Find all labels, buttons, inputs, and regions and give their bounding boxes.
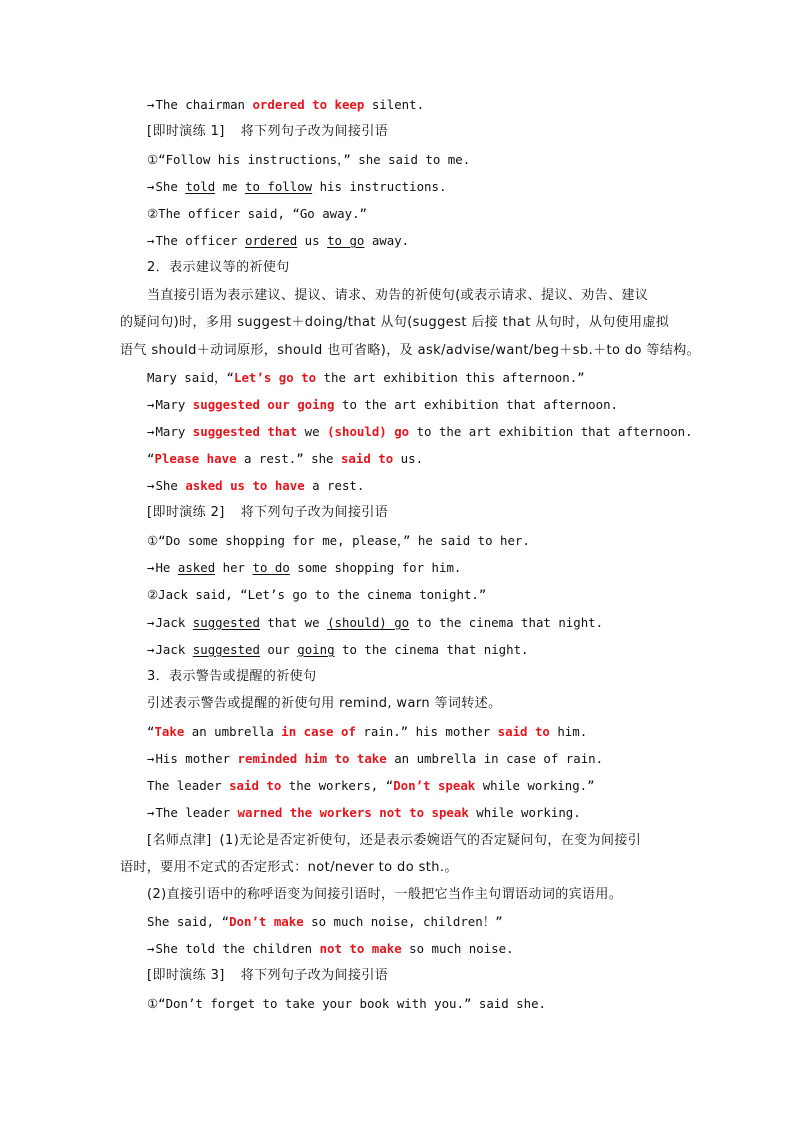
drill-2-q2: ②Jack said, “Let’s go to the cinema tonight.” [147, 587, 487, 602]
example-mary-2: →Mary suggested that we (should) go to the art exhibition that afternoon. [147, 424, 693, 439]
arrow-icon: → [147, 941, 155, 956]
arrow-icon: → [147, 615, 155, 630]
blank: suggested [192, 615, 260, 630]
section-3-para: 引述表示警告或提醒的祈使句用 remind, warn 等词转述。 [147, 696, 502, 711]
example-mary: Mary said，“Let’s go to the art exhibition this afternoon.” [147, 370, 585, 385]
example-umbrella: “Take an umbrella in case of rain.” his mother said to him. [147, 724, 588, 739]
arrow-icon: → [147, 397, 155, 412]
section-2-para-1: 当直接引语为表示建议、提议、请求、劝告的祈使句(或表示请求、提议、劝告、建议 [147, 288, 649, 303]
drill-1-q1: ①“Follow his instructions，” she said to me. [147, 152, 471, 167]
drill-1-q2: ②The officer said, “Go away.” [147, 206, 367, 221]
example-rest: “Please have a rest.” she said to us. [147, 451, 424, 466]
section-3-heading: 3．表示警告或提醒的祈使句 [147, 669, 317, 684]
arrow-icon: → [147, 560, 155, 575]
drill-2-heading: [即时演练 2] 将下列句子改为间接引语 [147, 505, 389, 520]
example-mary-1: →Mary suggested our going to the art exhibition that afternoon. [147, 397, 619, 412]
blank: told [185, 179, 216, 194]
tip-line-1: [名师点津] (1)无论是否定祈使句，还是表示委婉语气的否定疑问句，在变为间接引 [147, 833, 642, 848]
arrow-icon: → [147, 179, 155, 194]
blank: to go [327, 233, 365, 248]
example-umbrella-answer: →His mother reminded him to take an umbrella in case of rain. [147, 751, 604, 766]
section-2-heading: 2．表示建议等的祈使句 [147, 260, 290, 275]
drill-3-q1: ①“Don’t forget to take your book with you.” said she. [147, 996, 547, 1011]
blank: (should) go [327, 615, 410, 630]
blank: to follow [245, 179, 313, 194]
tip-line-2: 语时，要用不定式的否定形式：not/never to do sth.。 [120, 860, 458, 875]
example-leader: The leader said to the workers, “Don’t speak while working.” [147, 778, 595, 793]
example-rest-answer: →She asked us to have a rest. [147, 478, 365, 493]
example-noise-answer: →She told the children not to make so much noise. [147, 941, 514, 956]
drill-2-a1: →He asked her to do some shopping for him. [147, 560, 462, 575]
drill-1-heading: [即时演练 1] 将下列句子改为间接引语 [147, 124, 389, 139]
blank: going [297, 642, 335, 657]
drill-1-a2: →The officer ordered us to go away. [147, 233, 410, 248]
example-noise: She said, “Don’t make so much noise, children！” [147, 914, 503, 929]
arrow-icon: → [147, 642, 155, 657]
section-2-para-2: 的疑问句)时，多用 suggest＋doing/that 从句(suggest 后接 that 从句时，从句使用虚拟 [120, 315, 670, 330]
arrow-icon: → [147, 751, 155, 766]
tip-line-3: (2)直接引语中的称呼语变为间接引语时，一般把它当作主句谓语动词的宾语用。 [147, 887, 623, 902]
arrow-icon: → [147, 97, 155, 112]
blank: asked [177, 560, 216, 575]
drill-1-a1: →She told me to follow his instructions. [147, 179, 447, 194]
drill-2-a3: →Jack suggested our going to the cinema that night. [147, 642, 529, 657]
blank: ordered [245, 233, 298, 248]
blank: suggested [192, 642, 260, 657]
drill-2-a2: →Jack suggested that we (should) go to the cinema that night. [147, 615, 604, 630]
arrow-icon: → [147, 805, 155, 820]
blank: to do [252, 560, 290, 575]
arrow-icon: → [147, 478, 155, 493]
drill-3-heading: [即时演练 3] 将下列句子改为间接引语 [147, 968, 389, 983]
example-leader-answer: →The leader warned the workers not to speak while working. [147, 805, 581, 820]
arrow-icon: → [147, 424, 155, 439]
section-2-para-3: 语气 should＋动词原形，should 也可省略)，及 ask/advise/want/beg＋sb.＋to do 等结构。 [120, 343, 701, 358]
arrow-icon: → [147, 233, 155, 248]
line-chairman: →The chairman ordered to keep silent. [147, 97, 425, 112]
drill-2-q1: ①“Do some shopping for me, please，” he said to her. [147, 533, 530, 548]
